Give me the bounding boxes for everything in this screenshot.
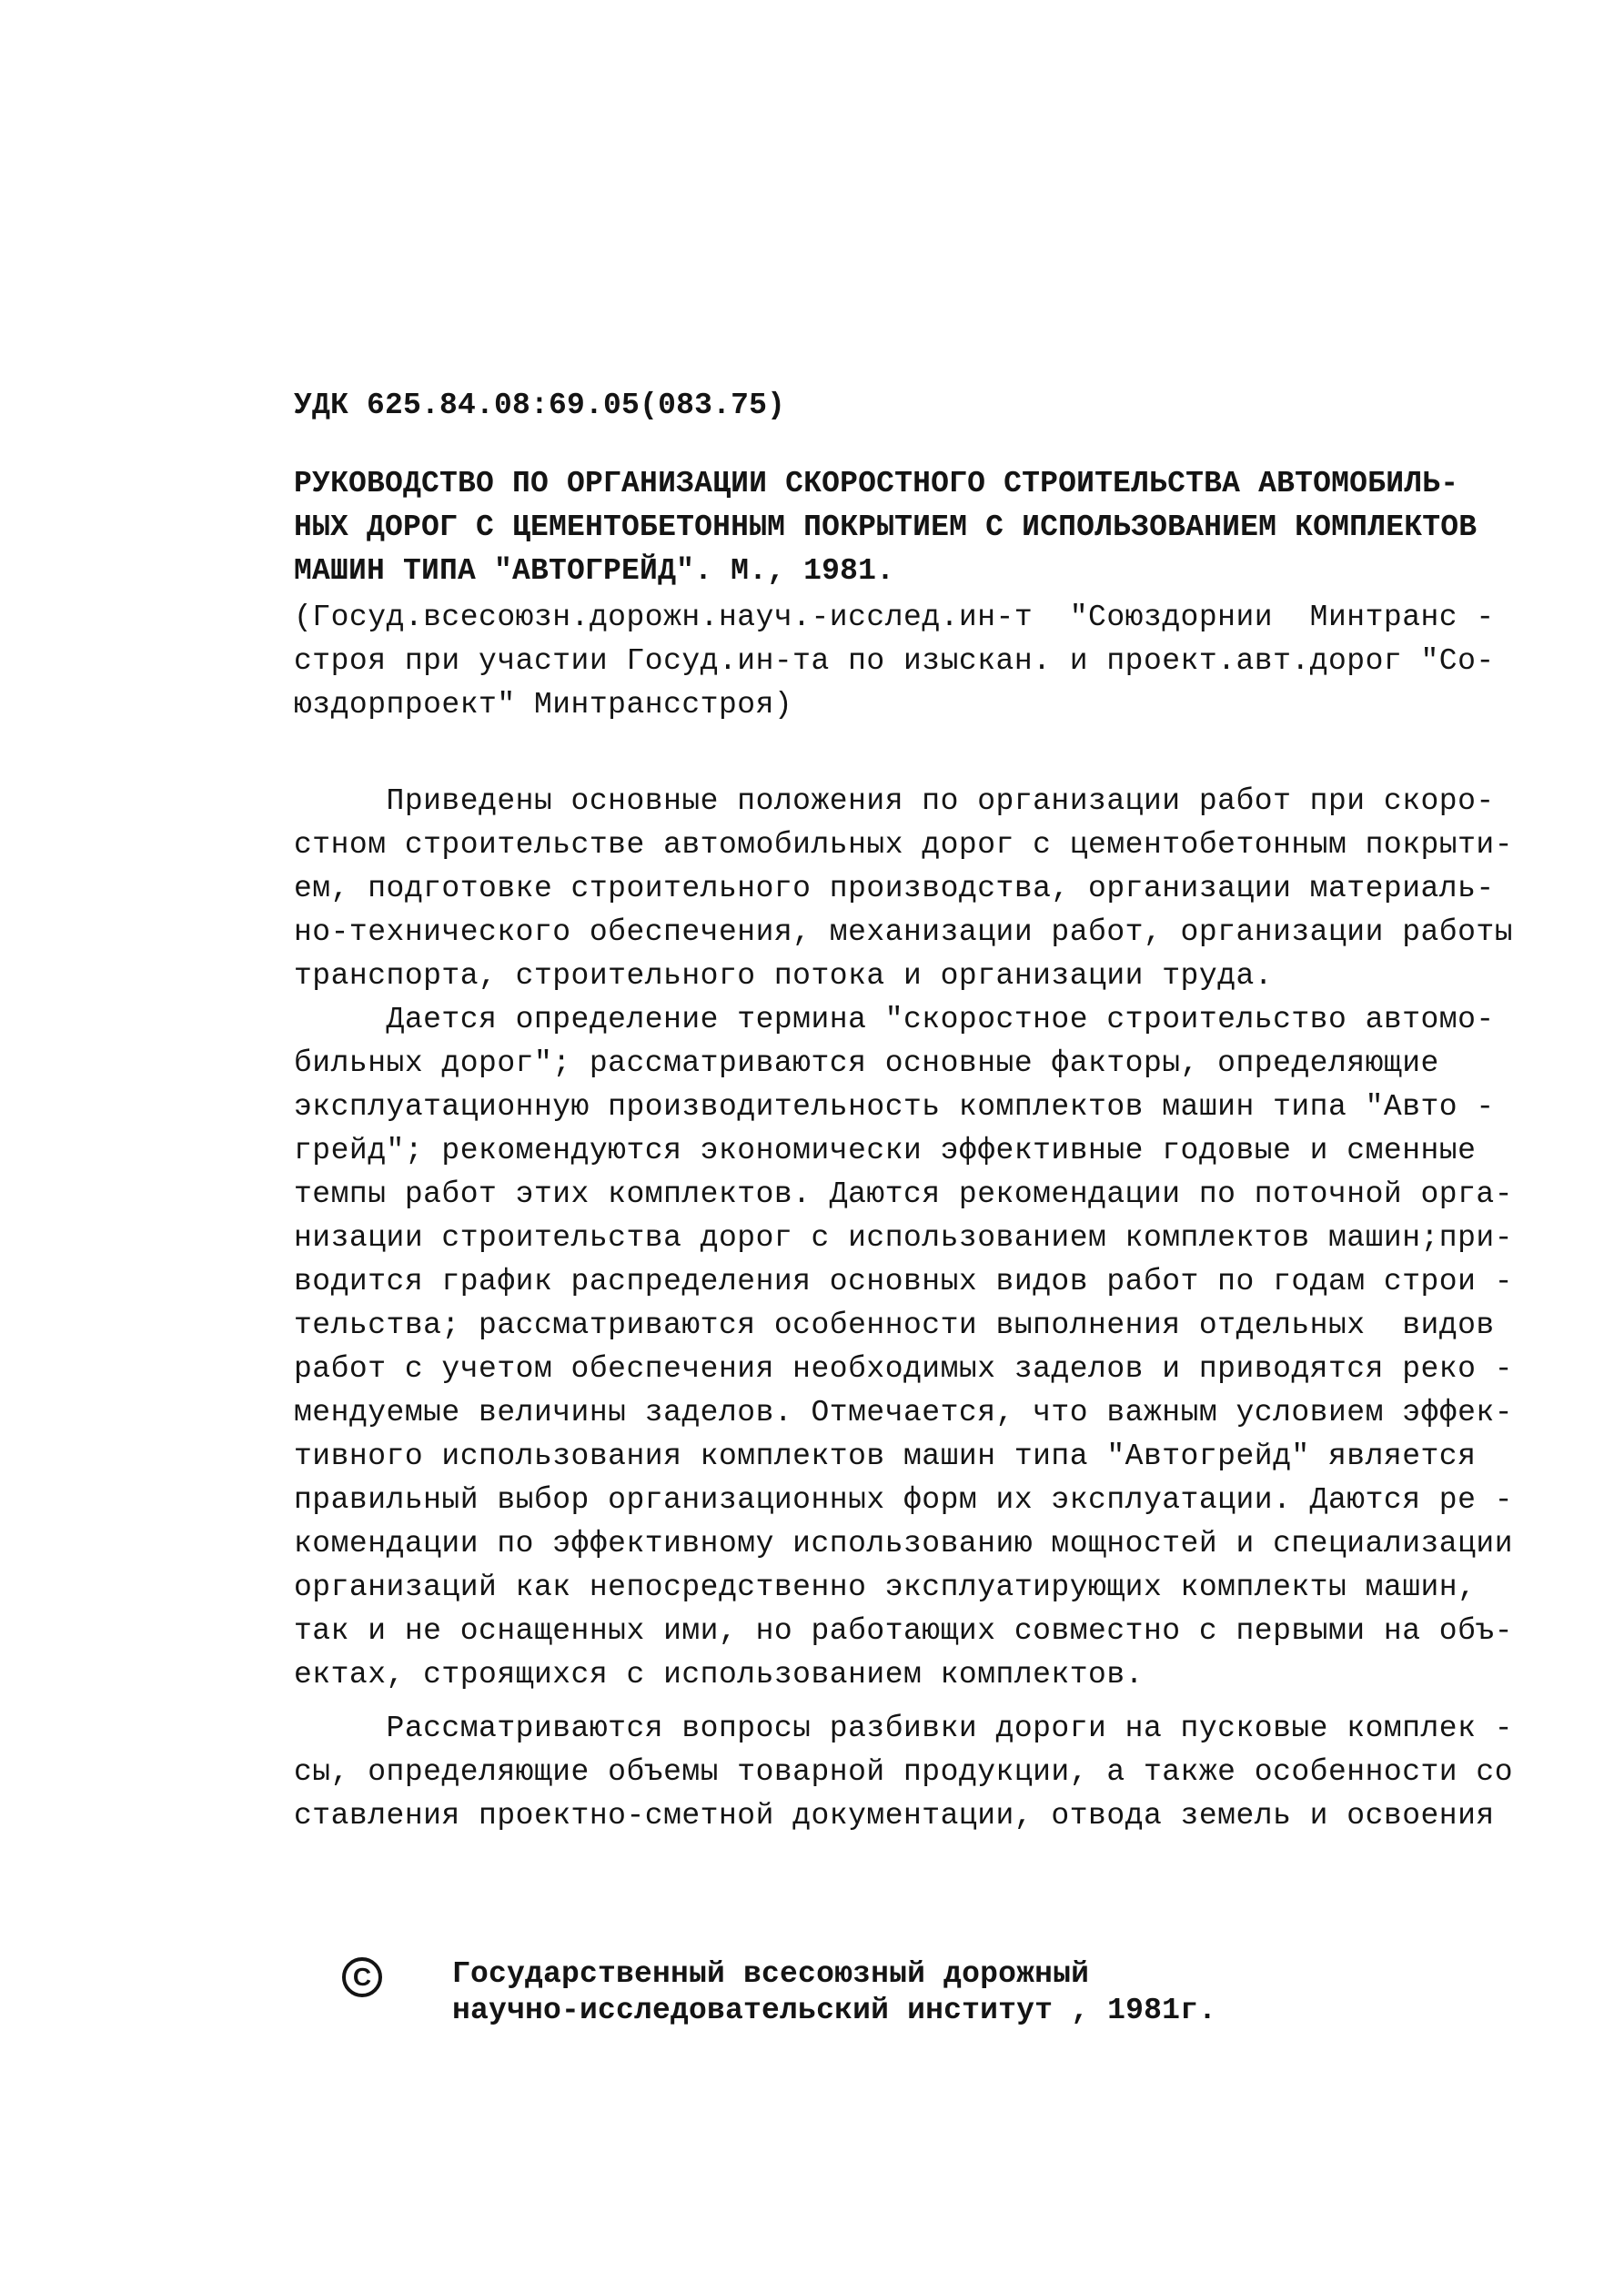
copyright-icon: C: [342, 1957, 382, 1997]
abstract-line: правильный выбор организационных форм их эксплуатации. Даются ре -: [294, 1483, 1514, 1517]
title-line: РУКОВОДСТВО ПО ОРГАНИЗАЦИИ СКОРОСТНОГО СТРОИТЕЛЬСТВА АВТОМОБИЛЬ-: [294, 467, 1459, 500]
abstract-line: комендации по эффективному использованию мощностей и специализации: [294, 1527, 1514, 1561]
abstract-line: Приведены основные положения по организации работ при скоро-: [294, 784, 1495, 818]
title-line: НЫХ ДОРОГ С ЦЕМЕНТОБЕТОННЫМ ПОКРЫТИЕМ С ИСПОЛЬЗОВАНИЕМ КОМПЛЕКТОВ: [294, 510, 1478, 544]
abstract-line: транспорта, строительного потока и организации труда.: [294, 959, 1274, 993]
abstract-line: бильных дорог"; рассматриваются основные факторы, определяющие: [294, 1046, 1439, 1080]
abstract-line: но-технического обеспечения, механизации работ, организации работы: [294, 915, 1514, 949]
source-line: строя при участии Госуд.ин-та по изыскан. и проект.авт.дорог "Со-: [294, 644, 1495, 678]
abstract-line: сы, определяющие объемы товарной продукции, а также особенности со: [294, 1755, 1514, 1789]
abstract-line: ставления проектно-сметной документации, отвода земель и освоения: [294, 1799, 1495, 1833]
abstract-line: тивного использования комплектов машин типа "Автогрейд" является: [294, 1439, 1477, 1473]
abstract-line: водится график распределения основных видов работ по годам строи -: [294, 1265, 1514, 1298]
abstract-line: мендуемые величины заделов. Отмечается, что важным условием эффек-: [294, 1396, 1514, 1429]
abstract-line: Рассматриваются вопросы разбивки дороги на пусковые комплек -: [294, 1712, 1514, 1745]
abstract-line: тельства; рассматриваются особенности выполнения отдельных видов: [294, 1308, 1495, 1342]
abstract-line: низации строительства дорог с использованием комплектов машин;при-: [294, 1221, 1514, 1255]
title-line: МАШИН ТИПА "АВТОГРЕЙД". М., 1981.: [294, 554, 895, 588]
abstract-line: организаций как непосредственно эксплуатирующих комплекты машин,: [294, 1571, 1477, 1604]
abstract-line: Дается определение термина "скоростное строительство автомо-: [294, 1003, 1495, 1036]
abstract-line: грейд"; рекомендуются экономически эффективные годовые и сменные: [294, 1134, 1477, 1167]
source-line: юздорпроект" Минтрансстроя): [294, 688, 793, 722]
abstract-line: эксплуатационную производительность комплектов машин типа "Авто -: [294, 1090, 1495, 1124]
udc-code: УДК 625.84.08:69.05(083.75): [294, 389, 786, 422]
copyright-line: научно-исследовательский институт , 1981г.: [452, 1994, 1217, 2027]
abstract-line: ем, подготовке строительного производства, организации материаль-: [294, 872, 1495, 905]
abstract-line: ектах, строящихся с использованием комплектов.: [294, 1658, 1144, 1692]
source-line: (Госуд.всесоюзн.дорожн.науч.-исслед.ин-т "Союздорнии Минтранс -: [294, 601, 1495, 634]
abstract-line: темпы работ этих комплектов. Даются рекомендации по поточной орга-: [294, 1177, 1514, 1211]
abstract-line: так и не оснащенных ими, но работающих совместно с первыми на объ-: [294, 1614, 1514, 1648]
copyright-line: Государственный всесоюзный дорожный: [452, 1957, 1090, 1991]
abstract-line: работ с учетом обеспечения необходимых заделов и приводятся реко -: [294, 1352, 1514, 1386]
abstract-line: стном строительстве автомобильных дорог с цементобетонным покрыти-: [294, 828, 1514, 862]
